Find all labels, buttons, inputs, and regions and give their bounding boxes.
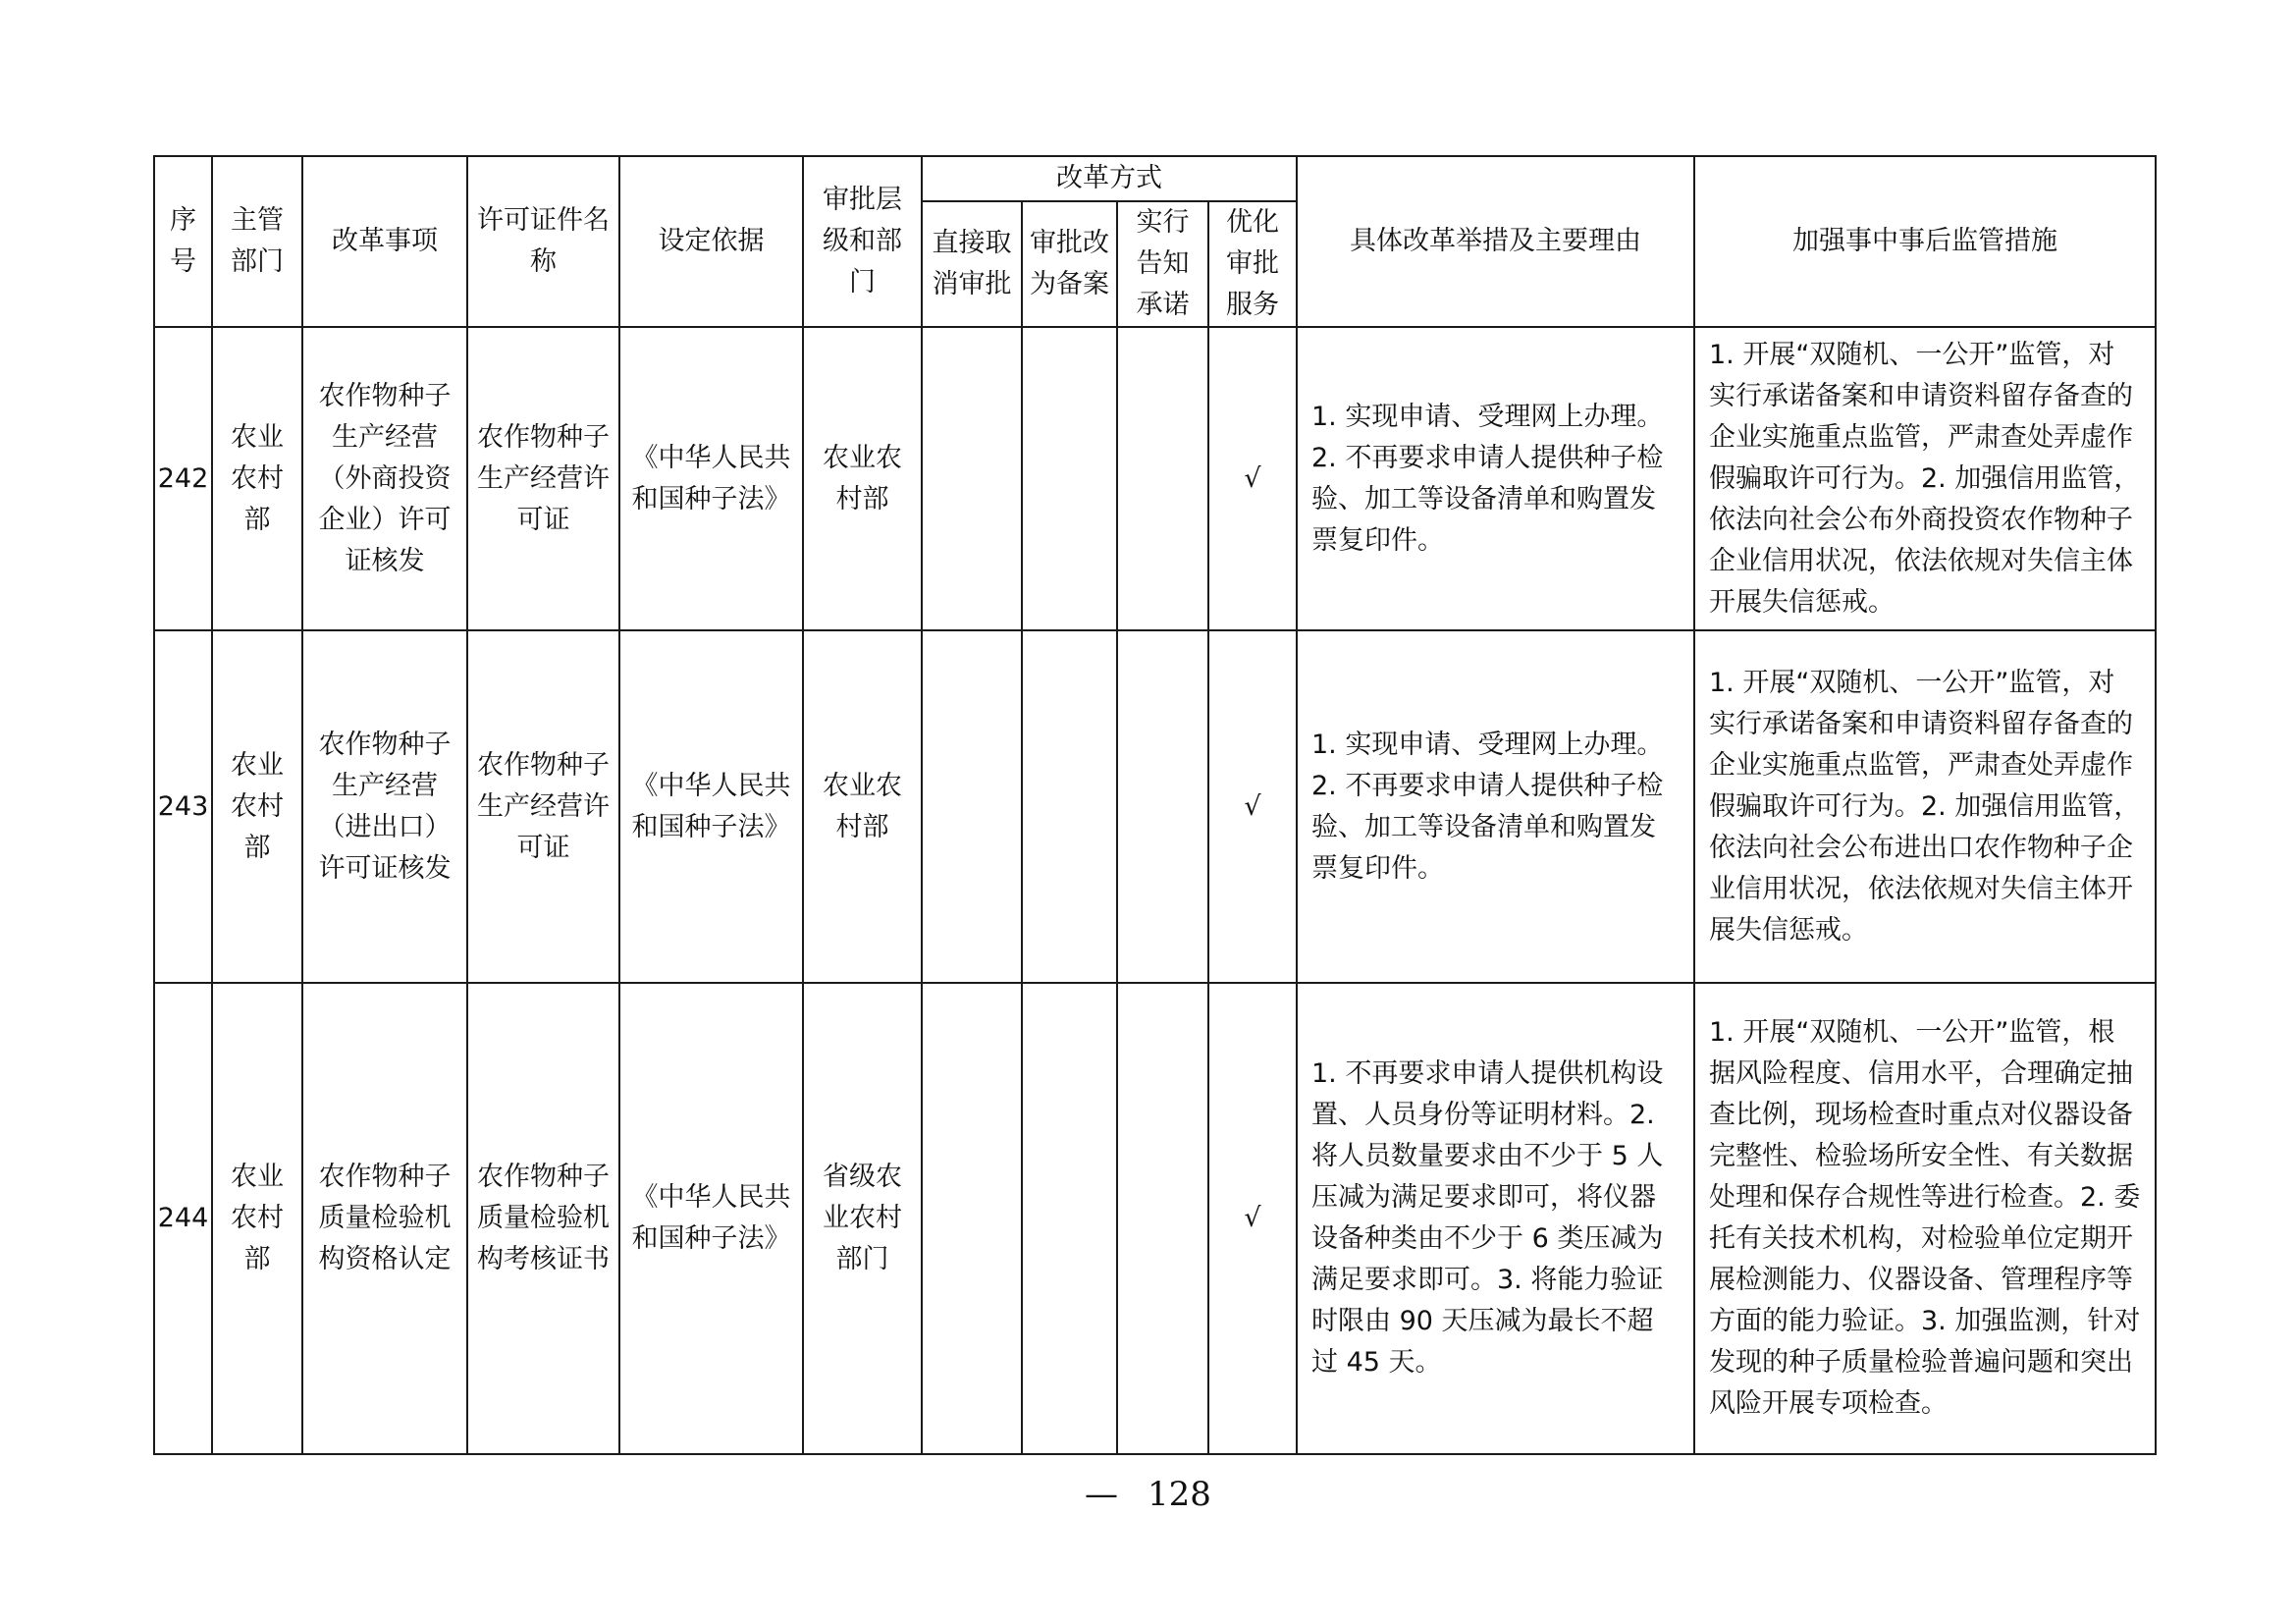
cell-dept: 农业农村部 <box>212 327 302 630</box>
cell-license: 农作物种子生产经营许可证 <box>467 630 619 983</box>
cell-supervision: 1. 开展“双随机、一公开”监管，对实行承诺备案和申请资料留存备查的企业实施重点监管，严肃查处弄虚作假骗取许可行为。2. 加强信用监管，依法向社会公布外商投资农作物种子企业信用状况，依法依规对失信主体开展失信惩戒。 <box>1694 327 2156 630</box>
header-dept: 主管部门 <box>212 156 302 327</box>
cell-method-cancel <box>922 630 1022 983</box>
cell-method-notify <box>1117 327 1208 630</box>
cell-item: 农作物种子质量检验机构资格认定 <box>302 983 467 1454</box>
header-supervision: 加强事中事后监管措施 <box>1694 156 2156 327</box>
cell-method-filing <box>1022 327 1117 630</box>
cell-level: 农业农村部 <box>803 630 922 983</box>
cell-method-filing <box>1022 983 1117 1454</box>
cell-level: 省级农业农村部门 <box>803 983 922 1454</box>
table-row <box>154 983 2156 1454</box>
cell-seq: 243 <box>154 630 212 983</box>
cell-basis: 《中华人民共和国种子法》 <box>619 630 803 983</box>
cell-license: 农作物种子质量检验机构考核证书 <box>467 983 619 1454</box>
cell-dept: 农业农村部 <box>212 630 302 983</box>
cell-item: 农作物种子生产经营（进出口）许可证核发 <box>302 630 467 983</box>
header-method-optimize: 优化审批服务 <box>1208 201 1297 327</box>
cell-method-notify <box>1117 983 1208 1454</box>
cell-measures: 1. 实现申请、受理网上办理。2. 不再要求申请人提供种子检验、加工等设备清单和购置发票复印件。 <box>1297 327 1694 630</box>
cell-method-notify <box>1117 630 1208 983</box>
cell-item: 农作物种子生产经营（外商投资企业）许可证核发 <box>302 327 467 630</box>
header-method-notify: 实行告知承诺 <box>1117 201 1208 327</box>
check-mark: √ <box>1208 983 1297 1454</box>
header-seq: 序号 <box>154 156 212 327</box>
cell-method-filing <box>1022 630 1117 983</box>
table-row <box>154 327 2156 630</box>
cell-supervision: 1. 开展“双随机、一公开”监管，对实行承诺备案和申请资料留存备查的企业实施重点监管，严肃查处弄虚作假骗取许可行为。2. 加强信用监管，依法向社会公布进出口农作物种子企业信用状况，依法依规对失信主体开展失信惩戒。 <box>1694 630 2156 983</box>
cell-measures: 1. 实现申请、受理网上办理。2. 不再要求申请人提供种子检验、加工等设备清单和购置发票复印件。 <box>1297 630 1694 983</box>
header-method-group: 改革方式 <box>922 156 1297 201</box>
check-mark: √ <box>1208 630 1297 983</box>
cell-basis: 《中华人民共和国种子法》 <box>619 327 803 630</box>
reform-table <box>153 155 2157 1455</box>
header-level: 审批层级和部门 <box>803 156 922 327</box>
cell-seq: 242 <box>154 327 212 630</box>
cell-basis: 《中华人民共和国种子法》 <box>619 983 803 1454</box>
cell-method-cancel <box>922 983 1022 1454</box>
page-footer <box>0 1473 2296 1516</box>
footer-dash: — <box>1085 1475 1119 1514</box>
header-measures: 具体改革举措及主要理由 <box>1297 156 1694 327</box>
cell-level: 农业农村部 <box>803 327 922 630</box>
header-method-filing: 审批改为备案 <box>1022 201 1117 327</box>
header-license: 许可证件名称 <box>467 156 619 327</box>
header-item: 改革事项 <box>302 156 467 327</box>
page-number: 128 <box>1148 1475 1211 1514</box>
cell-dept: 农业农村部 <box>212 983 302 1454</box>
cell-supervision: 1. 开展“双随机、一公开”监管，根据风险程度、信用水平，合理确定抽查比例，现场检查时重点对仪器设备完整性、检验场所安全性、有关数据处理和保存合规性等进行检查。2. 委托有关技术机构，对检验单位定期开展检测能力、仪器设备、管理程序等方面的能力验证。3. 加强监测，针对发现的种子质量检验普遍问题和突出风险开展专项检查。 <box>1694 983 2156 1454</box>
header-method-cancel: 直接取消审批 <box>922 201 1022 327</box>
cell-measures: 1. 不再要求申请人提供机构设置、人员身份等证明材料。2. 将人员数量要求由不少于 5 人压减为满足要求即可，将仪器设备种类由不少于 6 类压减为满足要求即可。3. 将能力验证时限由 90 天压减为最长不超过 45 天。 <box>1297 983 1694 1454</box>
cell-seq: 244 <box>154 983 212 1454</box>
cell-method-cancel <box>922 327 1022 630</box>
check-mark: √ <box>1208 327 1297 630</box>
header-basis: 设定依据 <box>619 156 803 327</box>
cell-license: 农作物种子生产经营许可证 <box>467 327 619 630</box>
table-row <box>154 630 2156 983</box>
